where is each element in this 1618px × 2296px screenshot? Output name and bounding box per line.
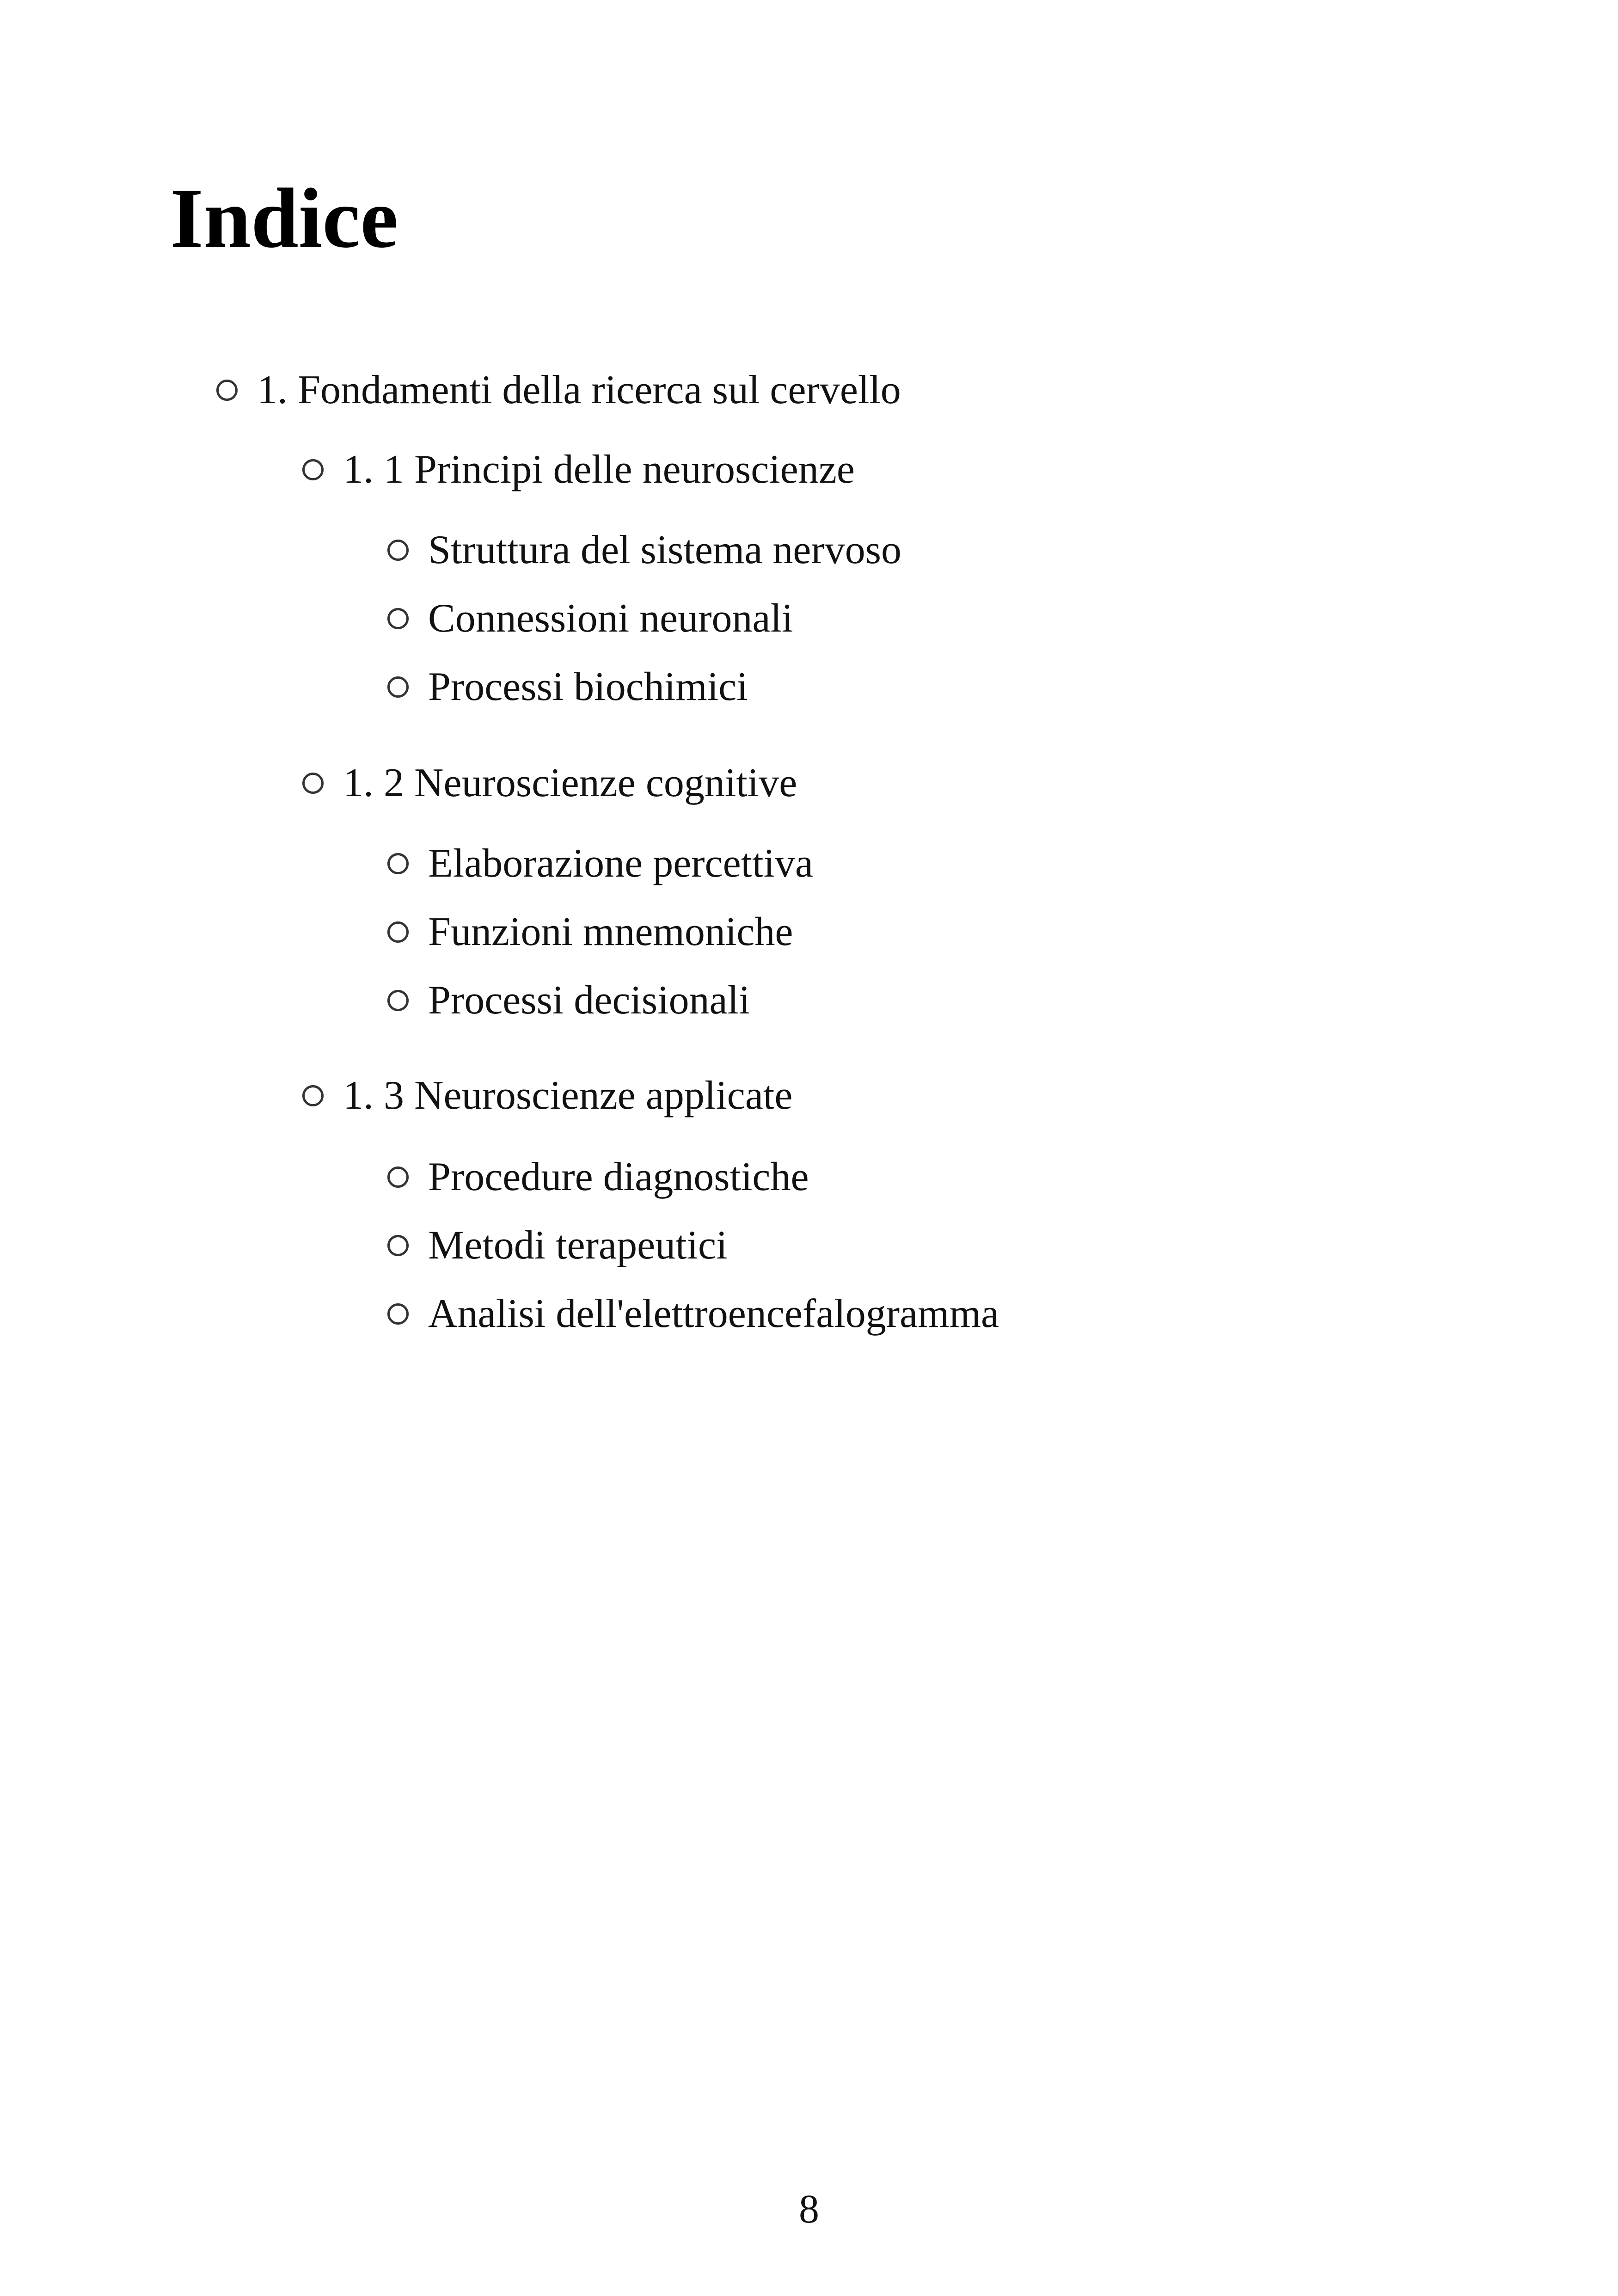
- circle-bullet-icon: [302, 773, 324, 794]
- page-title: Indice: [170, 171, 398, 266]
- circle-bullet-icon: [387, 1235, 409, 1256]
- toc-item-label: Processi biochimici: [428, 664, 748, 709]
- toc-section-1-3-label: 1. 3 Neuroscienze applicate: [343, 1073, 793, 1118]
- page-number: 8: [799, 2187, 819, 2232]
- toc-item-label: Funzioni mnemoniche: [428, 909, 793, 954]
- toc-item: [387, 909, 793, 954]
- toc-item-label: Analisi dell'elettroencefalogramma: [428, 1291, 999, 1336]
- toc-chapter-1-label: 1. Fondamenti della ricerca sul cervello: [257, 368, 901, 412]
- circle-bullet-icon: [387, 921, 409, 943]
- toc-item: [387, 980, 750, 1021]
- circle-bullet-icon: [387, 608, 409, 629]
- toc-item-label: Procedure diagnostiche: [428, 1154, 809, 1199]
- toc-section-1-2-label: 1. 2 Neuroscienze cognitive: [343, 761, 797, 805]
- toc-item-label: Struttura del sistema nervoso: [428, 528, 902, 572]
- circle-bullet-icon: [216, 380, 238, 401]
- toc-item: [387, 1291, 999, 1336]
- toc-item-label: Processi decisionali: [428, 978, 750, 1023]
- toc-section-1-2: [302, 763, 797, 804]
- toc-item: [387, 530, 901, 571]
- toc-item: [387, 1154, 809, 1199]
- toc-section-1-1-label: 1. 1 Principi delle neuroscienze: [343, 447, 855, 492]
- circle-bullet-icon: [302, 1085, 324, 1106]
- toc-item: [387, 598, 793, 639]
- circle-bullet-icon: [387, 990, 409, 1011]
- circle-bullet-icon: [387, 540, 409, 561]
- toc-item: [387, 664, 748, 709]
- circle-bullet-icon: [387, 1166, 409, 1188]
- toc-item-label: Metodi terapeutici: [428, 1223, 728, 1268]
- circle-bullet-icon: [302, 459, 324, 480]
- circle-bullet-icon: [387, 853, 409, 874]
- toc-item-label: Connessioni neuronali: [428, 596, 793, 641]
- circle-bullet-icon: [387, 676, 409, 698]
- toc-section-1-1: [302, 449, 855, 490]
- toc-item: [387, 1225, 728, 1266]
- toc-item-label: Elaborazione percettiva: [428, 841, 814, 886]
- toc-section-1-3: [302, 1075, 792, 1116]
- toc-item: [387, 843, 813, 884]
- circle-bullet-icon: [387, 1303, 409, 1325]
- toc-chapter-1: [216, 370, 901, 411]
